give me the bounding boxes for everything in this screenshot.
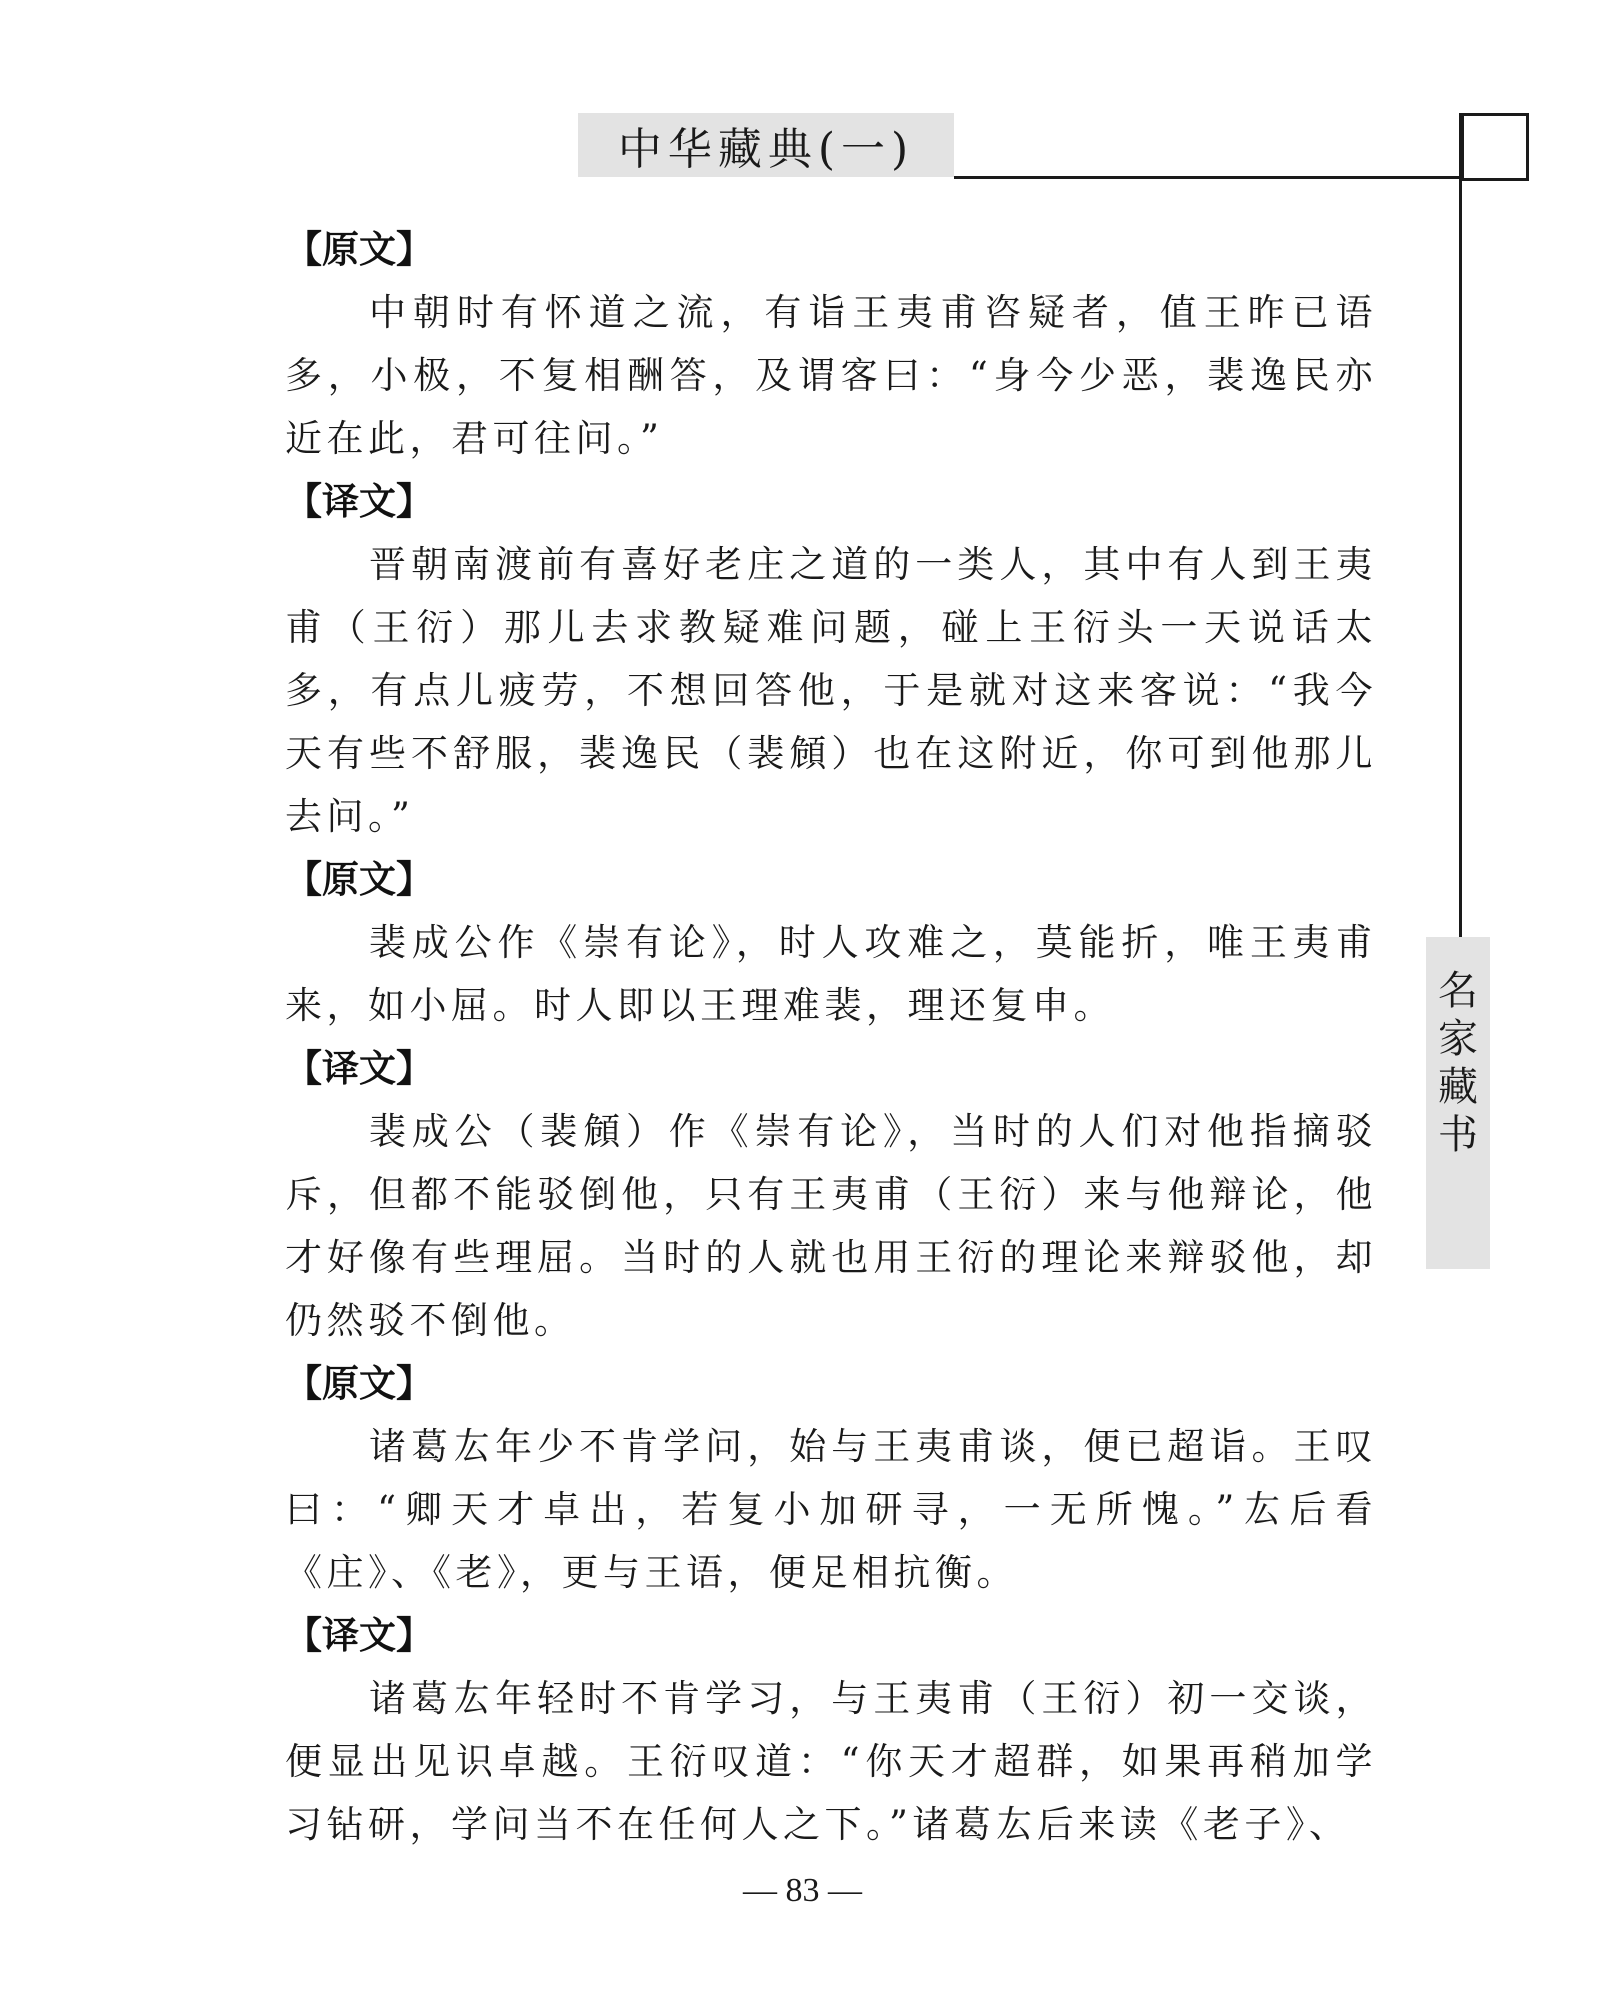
header-rule (954, 176, 1461, 179)
side-tab-char: 书 (1438, 1112, 1478, 1158)
section-label-translation: 【译文】 (285, 480, 433, 523)
side-section-tab (1426, 937, 1490, 1269)
side-tab-char: 家 (1438, 1016, 1478, 1062)
translation-paragraph: 诸葛厷年轻时不肯学习，与王夷甫（王衍）初一交谈，便显出见识卓越。王衍叹道：“你天才超群，如果再稍加学习钻研，学问当不在任何人之下。”诸葛厷后来读《老子》、 (285, 1677, 1377, 1846)
original-text-paragraph: 裴成公作《崇有论》，时人攻难之，莫能折，唯王夷甫来，如小屈。时人即以王理难裴，理还复申。 (285, 921, 1377, 1027)
section-label-original: 【原文】 (285, 1362, 433, 1405)
section-label-original: 【原文】 (285, 228, 433, 271)
side-rule (1459, 113, 1462, 937)
section-label-original: 【原文】 (285, 858, 433, 901)
page-number: — 83 — (743, 1872, 862, 1909)
corner-square-ornament (1461, 113, 1529, 181)
page-body (285, 218, 1377, 1856)
running-header-title: 中华藏典(一) (578, 113, 954, 177)
section-label-translation: 【译文】 (285, 1047, 433, 1090)
translation-paragraph: 裴成公（裴頠）作《崇有论》，当时的人们对他指摘驳斥，但都不能驳倒他，只有王夷甫（王衍）来与他辩论，他才好像有些理屈。当时的人就也用王衍的理论来辩驳他，却仍然驳不倒他。 (285, 1110, 1377, 1342)
section-label-translation: 【译文】 (285, 1614, 433, 1657)
side-tab-char: 名 (1438, 968, 1478, 1014)
original-text-paragraph: 诸葛厷年少不肯学问，始与王夷甫谈，便已超诣。王叹曰：“卿天才卓出，若复小加研寻，一无所愧。”厷后看《庄》、《老》，更与王语，便足相抗衡。 (285, 1425, 1377, 1594)
translation-paragraph: 晋朝南渡前有喜好老庄之道的一类人，其中有人到王夷甫（王衍）那儿去求教疑难问题，碰上王衍头一天说话太多，有点儿疲劳，不想回答他，于是就对这来客说：“我今天有些不舒服，裴逸民（裴頠）也在这附近，你可到他那儿去问。” (285, 543, 1377, 838)
original-text-paragraph: 中朝时有怀道之流，有诣王夷甫咨疑者，值王昨已语多，小极，不复相酬答，及谓客曰：“身今少恶，裴逸民亦近在此，君可往问。” (285, 291, 1377, 460)
side-tab-char: 藏 (1438, 1064, 1478, 1110)
